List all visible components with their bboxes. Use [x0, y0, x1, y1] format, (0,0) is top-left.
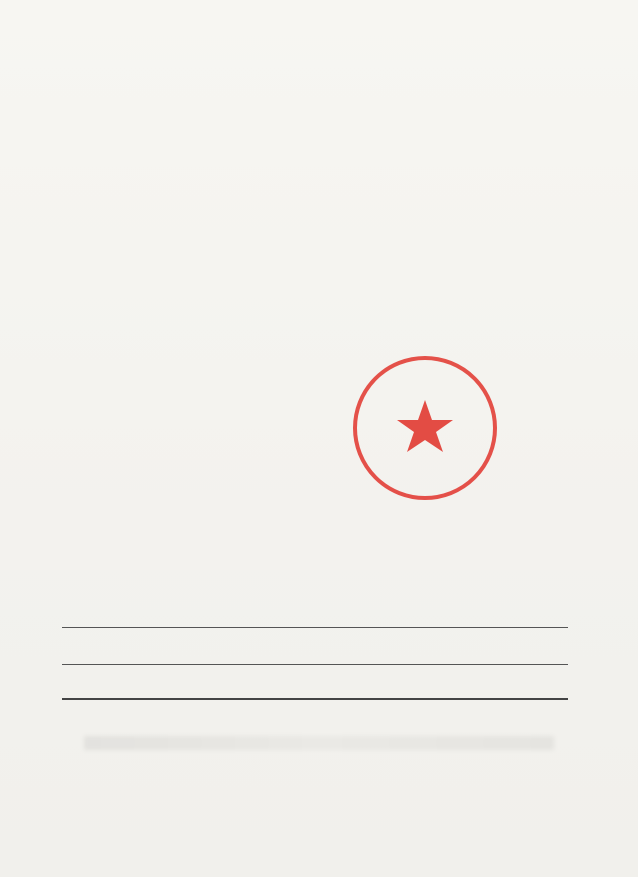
- footer-divider-middle: [62, 664, 568, 665]
- bleed-through-shadow: [84, 736, 554, 750]
- footer-divider-bottom: [62, 698, 568, 700]
- footer-divider-top: [62, 627, 568, 628]
- official-seal-icon: [349, 352, 501, 504]
